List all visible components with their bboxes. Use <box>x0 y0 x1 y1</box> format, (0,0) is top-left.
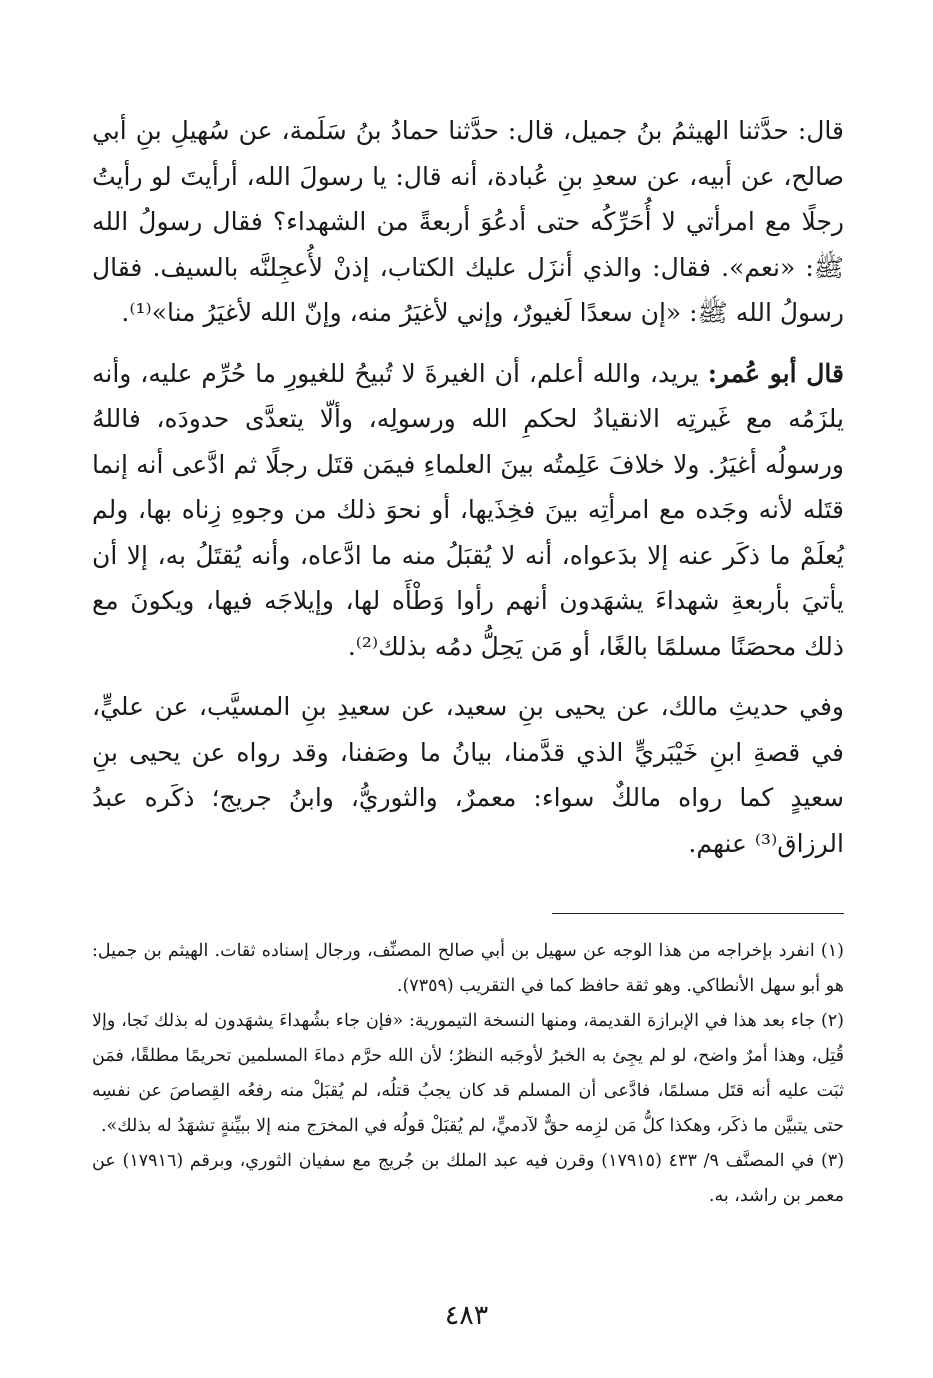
footnote-separator <box>552 913 844 914</box>
footnote-1: (١) انفرد بإخراجه من هذا الوجه عن سهيل بن أبي صالح المصنِّف، ورجال إسناده ثقات. الهيثم بن جميل: هو أبو سهل الأنطاكي. وهو ثقة حافظ كما في التقريب (٧٣٥٩). <box>92 941 844 996</box>
page-number: ٤٨٣ <box>444 1300 489 1331</box>
footnote-2: (٢) جاء بعد هذا في الإبرازة القديمة، ومنها النسخة التيمورية: «فإن جاء بشُهداءَ يشهَدون له بذلك نَجا، وإلا قُتِل، وهذا أمرٌ واضح، لو لم يجِئ به الخبرُ لأوجَبه النظرُ؛ لأن الله حرَّم دماءَ المسلمين تحريمًا مطلقًا، فمَن ثبَت عليه أنه قتَل مسلمًا، فادَّعى أن المسلم قد كان يجبُ قتلُه، لم يُقبَلْ منه رفعُه القِصاصَ عن نفسِه حتى يتبيَّن ما ذكَر، وهكذا كلُّ مَن لزِمه حقٌّ لآدميٍّ، لم يُقبَلْ قولُه في المخرَج منه إلا ببيِّنةٍ تشهَدُ له بذلك». <box>92 1011 844 1136</box>
speaker-lead: قال أبو عُمر: <box>707 358 844 388</box>
paragraph-commentary <box>92 351 844 670</box>
paragraph-malik <box>92 684 844 866</box>
paragraph-hadith <box>92 108 844 336</box>
paragraph-text: وفي حديثِ مالك، عن يحيى بنِ سعيد، عن سعيدِ بنِ المسيَّب، عن عليٍّ، في قصةِ ابنِ خَيْبَريٍّ الذي قدَّمنا، بيانُ ما وصَفنا، وقد رواه عن يحيى بنِ سعيدٍ كما رواه مالكٌ سواء: معمرٌ، والثوريُّ، وابنُ جريج؛ ذكَره عبدُ الرزاق⁽³⁾ عنهم. <box>92 692 844 858</box>
main-text <box>92 108 844 866</box>
paragraph-text: يريد، والله أعلم، أن الغيرةَ لا تُبيحُ للغيورِ ما حُرِّم عليه، وأنه يلزَمُه مع غَيرتِه الانقيادُ لحكمِ الله ورسولِه، وألّا يتعدَّى حدودَه، فاللهُ ورسولُه أغيَرُ. ولا خلافَ عَلِمتُه بينَ العلماءِ فيمَن قتَل رجلًا ثم ادَّعى أنه إنما قتَله لأنه وجَده مع امرأتِه بينَ فخِذَيها، أو نحوَ ذلك من وجوهِ زِناه بها، ولم يُعلَمْ ما ذكَر عنه إلا بدَعواه، أنه لا يُقبَلُ منه ما ادَّعاه، وأنه يُقتَلُ به، إلا أن يأتيَ بأربعةِ شهداءَ يشهَدون أنهم رأوا وَطْأَه لها، وإيلاجَه فيها، ويكونَ مع ذلك محصَنًا مسلمًا بالغًا، أو مَن يَحِلُّ دمُه بذلك⁽²⁾. <box>92 358 844 661</box>
footnote-3: (٣) في المصنَّف ٩/ ٤٣٣ (١٧٩١٥) وقرن فيه عبد الملك بن جُريج مع سفيان الثوري، وبرقم (١٧٩١٦) عن معمر بن راشد، به. <box>92 1151 845 1206</box>
paragraph-text: قال: حدَّثنا الهيثمُ بنُ جميل، قال: حدَّثنا حمادُ بنُ سَلَمة، عن سُهيلِ بنِ أبي صالح، عن أبيه، عن سعدِ بنِ عُبادة، أنه قال: يا رسولَ الله، أرأيتَ لو رأيتُ رجلًا مع امرأتي لا أُحَرِّكُه حتى أدعُوَ أربعةً من الشهداء؟ فقال رسولُ الله ﷺ: «نعم». فقال: والذي أنزَل عليك الكتاب، إذنْ لأُعجِلنَّه بالسيف. فقال رسولُ الله ﷺ: «إن سعدًا لَغيورٌ، وإني لأغيَرُ منه، وإنّ الله لأغيَرُ منا»⁽¹⁾. <box>92 116 844 327</box>
footnotes <box>92 934 844 1214</box>
